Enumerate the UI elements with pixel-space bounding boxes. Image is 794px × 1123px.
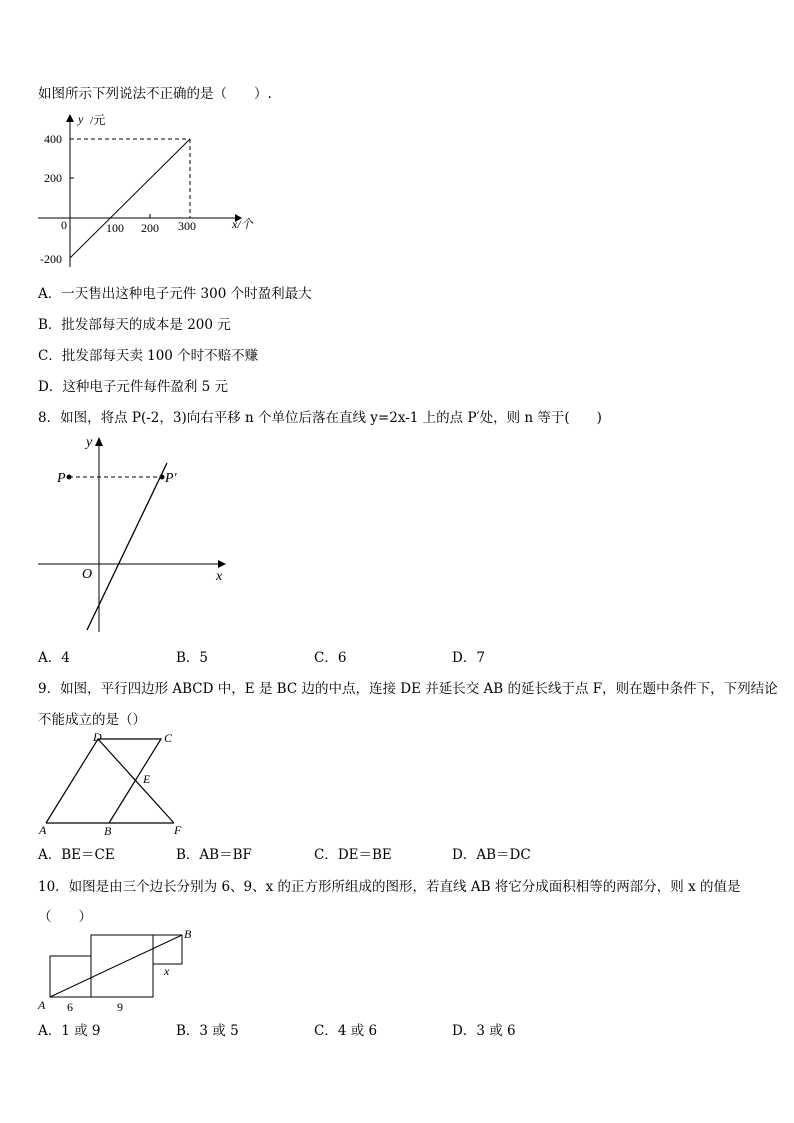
q8-label-p-prime: P′ — [165, 471, 177, 486]
q10-square-6 — [50, 956, 91, 997]
q9-label-d: D — [93, 730, 102, 744]
q10-option-d: D．3 或 6 — [452, 1023, 516, 1039]
q9-option-a: A．BE＝CE — [38, 847, 115, 863]
q9-label-c: C — [164, 731, 173, 745]
q7-y-label: y — [78, 112, 84, 126]
q8-option-b: B．5 — [176, 650, 209, 666]
q7-y-unit: /元 — [90, 113, 106, 127]
q10-label-x: x — [164, 964, 170, 978]
q8-stem: 8．如图，将点 P(-2，3)向右平移 n 个单位后落在直线 y=2x-1 上的点 P′处，则 n 等于( ) — [38, 410, 602, 426]
q10-label-6: 6 — [67, 1000, 73, 1014]
q9-figure — [36, 730, 196, 840]
q7-profit-line — [70, 139, 190, 258]
q7-y-tick-neg200: -200 — [40, 252, 62, 266]
q8-y-arrow — [95, 437, 103, 446]
q7-graph — [30, 112, 270, 272]
q9-segment-df — [98, 739, 174, 823]
q9-label-e: E — [143, 772, 151, 786]
q7-option-a: A．一天售出这种电子元件 300 个时盈利最大 — [38, 286, 312, 302]
q8-label-o: O — [82, 567, 93, 582]
q9-option-d: D．AB＝DC — [452, 847, 531, 863]
q7-x-tick-300: 300 — [178, 219, 196, 233]
q7-x-tick-100: 100 — [106, 221, 124, 235]
q10-label-b: B — [184, 927, 192, 941]
q10-square-9 — [91, 935, 153, 997]
q8-option-a: A．4 — [38, 650, 70, 666]
q7-origin: 0 — [61, 218, 67, 232]
q7-x-tick-200: 200 — [141, 221, 159, 235]
q7-y-tick-400: 400 — [44, 132, 62, 146]
q9-stem-line1: 9．如图，平行四边形 ABCD 中，E 是 BC 边的中点，连接 DE 并延长交 AB 的延长线于点 F，则在题中条件下，下列结论 — [38, 681, 778, 697]
q8-label-p: P — [57, 471, 66, 486]
q10-option-b: B．3 或 5 — [176, 1023, 239, 1039]
q10-stem-line2: （ ） — [38, 909, 92, 925]
q7-option-d: D．这种电子元件每件盈利 5 元 — [38, 379, 228, 395]
q10-stem-line1: 10．如图是由三个边长分别为 6、9、x 的正方形所组成的图形，若直线 AB 将它分成面积相等的两部分，则 x 的值是 — [38, 879, 741, 895]
q9-stem-line2: 不能成立的是（） — [38, 712, 146, 728]
q7-option-c: C．批发部每天卖 100 个时不赔不赚 — [38, 348, 259, 364]
q10-square-x — [153, 935, 182, 964]
q8-figure — [36, 432, 236, 637]
q9-option-c: C．DE＝BE — [314, 847, 392, 863]
q10-figure — [36, 925, 206, 1017]
q8-label-y: y — [86, 435, 93, 450]
q9-option-b: B．AB＝BF — [176, 847, 252, 863]
q10-option-a: A．1 或 9 — [38, 1023, 101, 1039]
q7-y-tick-200: 200 — [44, 171, 62, 185]
q10-option-c: C．4 或 6 — [314, 1023, 378, 1039]
q9-label-f: F — [174, 823, 182, 837]
q8-point-p — [67, 475, 72, 480]
q7-stem: 如图所示下列说法不正确的是（ ）. — [38, 86, 272, 102]
q7-option-b: B．批发部每天的成本是 200 元 — [38, 317, 231, 333]
q8-label-x: x — [216, 569, 223, 584]
q7-x-label: x/个 — [232, 217, 253, 231]
q7-y-arrow — [66, 114, 74, 122]
q8-option-c: C．6 — [314, 650, 347, 666]
q10-label-a: A — [38, 998, 46, 1012]
q10-label-9: 9 — [117, 1000, 123, 1014]
q8-x-arrow — [218, 560, 226, 568]
q9-label-a: A — [39, 823, 47, 837]
q9-label-b: B — [104, 824, 112, 838]
q10-line-ab — [50, 935, 182, 997]
q8-option-d: D．7 — [452, 650, 485, 666]
q8-point-p-prime — [160, 475, 165, 480]
